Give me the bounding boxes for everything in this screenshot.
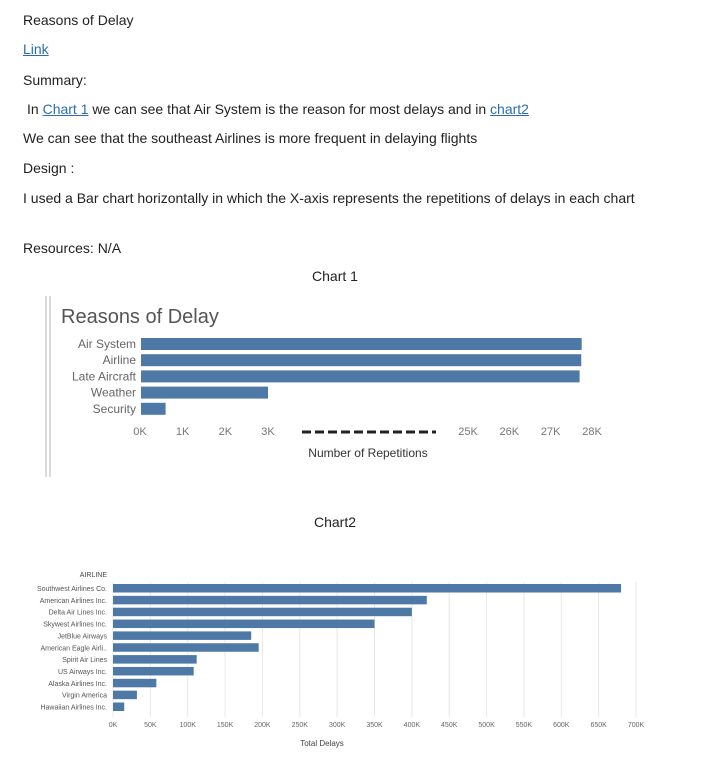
chart2-bar (113, 608, 412, 617)
chart2-bar (113, 703, 124, 712)
chart2-bar (113, 691, 137, 700)
chart1-x-tick: 28K (582, 426, 602, 438)
summary-prefix: In (27, 101, 39, 117)
chart2 (0, 565, 670, 765)
chart2-x-tick: 600K (553, 722, 570, 729)
chart2-category-label: Alaska Airlines Inc. (48, 680, 107, 688)
summary-middle: we can see that Air System is the reason for most delays and in (92, 101, 487, 117)
chart2-bar (113, 584, 621, 593)
chart1-x-tick: 0K (133, 426, 147, 438)
chart2-x-tick: 200K (254, 722, 271, 729)
chart2-x-tick: 650K (590, 722, 607, 729)
chart2-category-label: American Eagle Airli.. (40, 645, 107, 653)
chart2-category-label: US Airways Inc. (57, 668, 107, 676)
chart2-bar (113, 620, 375, 629)
chart1-bar (141, 338, 582, 350)
chart1-bar (141, 370, 580, 382)
chart1-category-label: Late Aircraft (71, 369, 136, 384)
chart2-x-tick: 550K (515, 722, 533, 729)
chart2-link[interactable]: chart2 (490, 101, 529, 117)
chart2-x-tick: 700K (627, 722, 645, 729)
chart2-x-tick: 400K (403, 722, 421, 729)
chart2-category-label: Hawaiian Airlines Inc. (40, 704, 107, 712)
chart1-category-label: Security (92, 401, 136, 416)
chart2-bar (113, 655, 197, 664)
chart1-caption: Chart 1 (312, 268, 358, 284)
chart2-x-tick: 50K (144, 722, 157, 729)
chart1-x-tick: 27K (540, 426, 561, 438)
summary-heading: Summary: (23, 72, 87, 88)
chart2-category-label: Delta Air Lines Inc. (48, 609, 107, 617)
chart1-title: Reasons of Delay (61, 306, 219, 328)
chart2-x-tick: 150K (216, 722, 234, 729)
chart1-x-tick: 2K (218, 426, 233, 438)
chart2-x-tick: 0K (108, 722, 118, 729)
chart2-bar (113, 667, 194, 676)
chart1-x-tick: 3K (261, 426, 275, 438)
chart2-category-label: Southwest Airlines Co. (36, 586, 107, 593)
chart1-link[interactable]: Chart 1 (42, 101, 89, 117)
chart1-bar (141, 354, 581, 366)
chart2-x-tick: 350K (366, 722, 383, 729)
chart2-category-label: Spirit Air Lines (62, 657, 107, 665)
chart2-category-label: JetBlue Airways (57, 633, 107, 641)
chart1-category-label: Weather (90, 385, 136, 400)
page-title: Reasons of Delay (23, 12, 134, 28)
chart1-bar (141, 387, 268, 399)
chart2-x-tick: 450K (441, 722, 458, 729)
chart2-category-label: American Airlines Inc. (39, 597, 107, 605)
chart1-category-label: Airline (102, 353, 136, 368)
chart1-x-tick: 1K (175, 426, 190, 438)
chart2-y-axis-label: AIRLINE (79, 572, 107, 579)
chart1-x-axis-label: Number of Repetitions (308, 446, 428, 460)
chart2-bar (113, 679, 156, 688)
chart2-x-tick: 300K (328, 722, 346, 729)
chart2-x-tick: 250K (291, 722, 308, 729)
design-text: I used a Bar chart horizontally in which the X-axis represents the repetitions of delays in each chart (23, 190, 635, 206)
design-heading: Design : (23, 160, 75, 176)
chart1 (40, 292, 640, 482)
summary-line-1 (27, 99, 529, 119)
chart2-bar (113, 631, 251, 640)
resources-text: Resources: N/A (23, 240, 122, 256)
chart1-category-label: Air System (77, 337, 136, 351)
chart1-x-tick: 25K (458, 426, 478, 438)
chart2-bar (113, 596, 427, 605)
summary-line-2: We can see that the southeast Airlines is more frequent in delaying flights (23, 130, 478, 146)
chart2-x-axis-label: Total Delays (300, 739, 344, 748)
link[interactable]: Link (23, 41, 49, 57)
chart2-x-tick: 100K (179, 722, 196, 729)
chart2-category-label: Skywest Airlines Inc. (43, 621, 107, 629)
chart2-category-label: Virgin America (61, 692, 107, 700)
chart2-bar (113, 643, 259, 652)
chart1-x-tick: 26K (499, 426, 520, 438)
chart2-caption: Chart2 (313, 514, 357, 530)
chart1-bar (141, 403, 166, 415)
chart2-x-tick: 500K (478, 722, 495, 729)
